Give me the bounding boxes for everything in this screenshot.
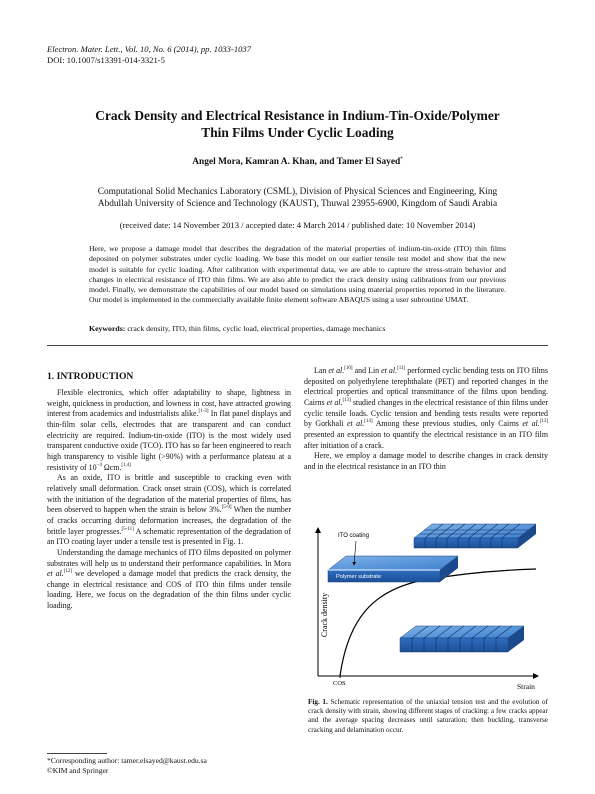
corresponding-mark: * <box>400 157 403 162</box>
y-axis-label: Crack density <box>320 592 329 638</box>
title-line-2: Thin Films Under Cyclic Loading <box>201 125 394 140</box>
author-list <box>40 157 555 167</box>
journal-citation: Electron. Mater. Lett., Vol. 10, No. 6 (2014), pp. 1033-1037 <box>47 44 252 54</box>
doi-line: DOI: 10.1007/s13391-014-3321-5 <box>47 55 165 65</box>
intro-paragraph-4: Lan et al.[10] and Lin et al.[11] performed cyclic bending tests on ITO films deposited on polyethylene terephthalate (PET) and reported changes in the electrical properties and optical transmittance of the films upon bending. Cairns et al.[13] studied changes in the electrical resistance of thin films under cyclic tensile loads. Cyclic tension and bending tests results were reported by Gorkhali et al.[14] Among these previous studies, only Cairns et al.[13] presented an expression to quantify the electrical resistance in an ITO film after initiation of a crack. <box>304 366 549 450</box>
corresponding-author-note: *Corresponding author: tamer.elsayed@kaust.edu.sa <box>47 756 207 765</box>
caption-label: Fig. 1. <box>308 698 328 706</box>
figure-1 <box>314 520 540 690</box>
ito-coating-label: ITO coating <box>338 533 369 539</box>
authors-text: Angel Mora, Kamran A. Khan, and Tamer El Sayed <box>192 157 401 167</box>
right-column <box>304 366 548 473</box>
film-ito-on-polymer <box>328 556 458 582</box>
footnote-divider <box>47 753 107 754</box>
header-divider <box>47 345 548 346</box>
affiliation-line-1: Computational Solid Mechanics Laboratory (CSML), Division of Physical Sciences and Engineering, King <box>97 187 498 197</box>
x-axis-label: Strain <box>517 682 535 690</box>
film-few-cracks <box>400 626 524 652</box>
caption-text: Schematic representation of the uniaxial tension test and the evolution of crack density with strain, showing different stages of cracking: a few cracks appear and the average spacing decreases until saturation; then buckling, transverse cracking and delamination occur. <box>308 698 549 734</box>
publication-dates: (received date: 14 November 2013 / accepted date: 4 March 2014 / published date: 10 November 2014) <box>119 220 476 230</box>
figure-1-caption <box>308 698 548 735</box>
paper-title <box>40 107 555 141</box>
left-column <box>47 388 291 612</box>
title-line-1: Crack Density and Electrical Resistance in Indium-Tin-Oxide/Polymer <box>95 108 500 123</box>
polymer-substrate-label: Polymer substrate <box>336 574 382 580</box>
film-saturation <box>414 524 536 548</box>
intro-paragraph-5: Here, we employ a damage model to describe changes in crack density and in the electrical resistance in an ITO thin <box>304 451 548 471</box>
keywords-list: crack density, ITO, thin films, cyclic load, electrical properties, damage mechanics <box>125 324 386 333</box>
keywords <box>89 324 506 333</box>
cos-label: COS <box>333 680 346 687</box>
footnotes <box>47 756 207 776</box>
abstract: Here, we propose a damage model that describes the degradation of the material properties of indium-tin-oxide (ITO) thin films deposited on polymer substrates under cyclic loading. We base this model on our earlier tensile test model and show that the new model is suitable for cyclic loading. After calibration with experimental data, we are able to capture the stress-strain behavior and changes in electrical resistance of ITO thin films. We are also able to predict the crack density using calibrations from our previous model. Finally, we demonstrate the capabilities of our model based on simulations using material properties reported in the literature. Our model is implemented in the commercially available finite element software ABAQUS using a user subroutine UMAT. <box>89 244 506 305</box>
affiliation <box>55 186 540 210</box>
copyright-note: ©KIM and Springer <box>47 766 109 775</box>
intro-paragraph-3: Understanding the damage mechanics of ITO films deposited on polymer substrates will help us to understand their performance capabilities. In Mora et al.[12] we developed a damage model that predicts the crack density, the change in electrical resistance and COS of ITO thin films under tensile loading. Here, we focus on the degradation of the thin films under cyclic loading. <box>47 547 291 611</box>
affiliation-line-2: Abdullah University of Science and Technology (KAUST), Thuwal 23955-6900, Kingdom of Saudi Arabia <box>97 199 498 209</box>
crack-density-curve <box>340 569 536 676</box>
keywords-label: Keywords: <box>89 324 126 333</box>
section-heading-introduction: 1. INTRODUCTION <box>47 371 134 382</box>
intro-paragraph-2: As an oxide, ITO is brittle and susceptible to cracking even with relatively small deformation. Crack onset strain (COS), which is correlated with the initiation of the degradation of the material properties of films, has been observed to happen when the strain is below 3%.[5-9] When the number of cracks occurring during deformation increases, the degradation of the brittle layer progresses.[5-11] A schematic representation of the degradation of an ITO coating layer under a tensile test is presented in Fig. 1. <box>47 473 292 547</box>
intro-paragraph-1: Flexible electronics, which offer adaptability to shape, lightness in weight, quickness in production, and lowness in cost, have attracted growing interest from academics and industrialists alike.[1-3] In flat panel displays and thin-film solar cells, electrodes that are transparent and can conduct electricity are required. Indium-tin-oxide (ITO) is the most widely used transparent conductive oxide (TCO). ITO has so far been engineered to reach high transparency to visible light (>90%) with a performance plateau at a resistivity of $10^{-4}$ Ωcm.[1,4] <box>47 388 291 472</box>
